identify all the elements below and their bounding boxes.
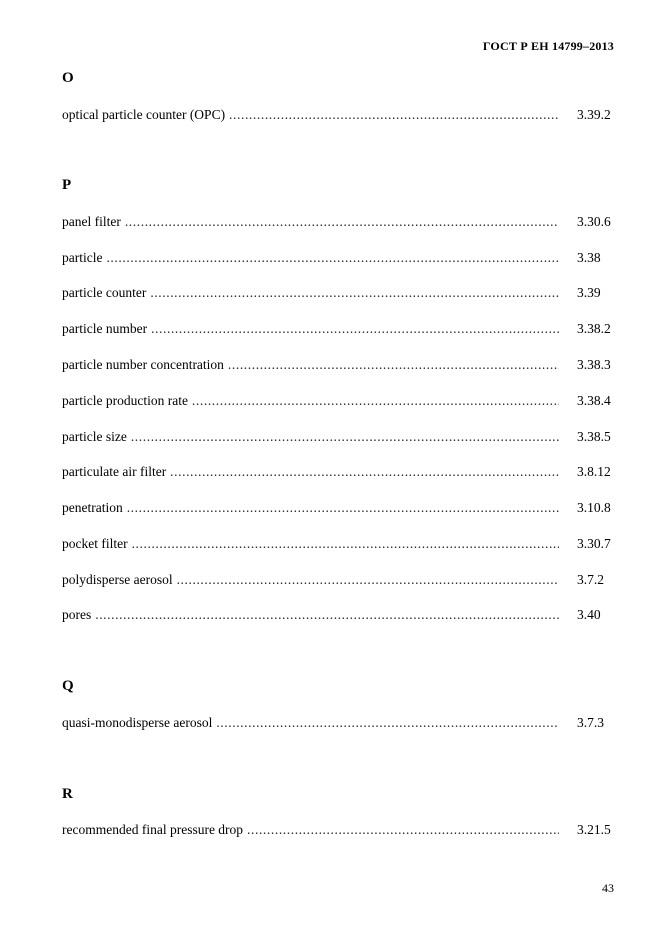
document-standard-header: ГОСТ Р ЕН 14799–2013 — [482, 39, 614, 53]
index-entry — [62, 357, 617, 373]
index-entry — [62, 715, 617, 731]
index-term: panel filter ..... — [62, 214, 559, 230]
index-ref: 3.21.5 — [577, 822, 611, 837]
index-entry — [62, 536, 617, 552]
section-letter-q: Q — [62, 678, 74, 694]
index-ref: 3.38 — [577, 250, 601, 265]
index-term: pores ..... — [62, 607, 559, 623]
index-ref: 3.38.3 — [577, 357, 611, 372]
index-entry — [62, 321, 617, 337]
index-term: penetration ..... — [62, 500, 559, 516]
section-letter-p: P — [62, 177, 72, 193]
index-term: optical particle counter (OPC) ..... — [62, 107, 559, 123]
index-entry — [62, 607, 617, 623]
index-ref: 3.39.2 — [577, 107, 611, 122]
page-number: 43 — [602, 881, 614, 895]
index-entry — [62, 429, 617, 445]
index-ref: 3.38.2 — [577, 321, 611, 336]
index-ref: 3.39 — [577, 285, 601, 300]
index-entry — [62, 500, 617, 516]
index-entry — [62, 393, 617, 409]
index-ref: 3.40 — [577, 607, 601, 622]
index-entry — [62, 572, 617, 588]
index-term: recommended final pressure drop ..... — [62, 822, 559, 838]
index-term: particle number concentration ..... — [62, 357, 559, 373]
index-term: particle ..... — [62, 250, 559, 266]
index-entry — [62, 464, 617, 480]
index-term: quasi-monodisperse aerosol ..... — [62, 715, 559, 731]
index-entry — [62, 250, 617, 266]
index-entry — [62, 107, 617, 123]
index-ref: 3.10.8 — [577, 500, 611, 515]
index-term: particle counter ..... — [62, 285, 559, 301]
index-term: particle size ..... — [62, 429, 559, 445]
index-ref: 3.8.12 — [577, 464, 611, 479]
index-entry — [62, 214, 617, 230]
index-ref: 3.38.5 — [577, 429, 611, 444]
index-ref: 3.30.6 — [577, 214, 611, 229]
index-ref: 3.7.3 — [577, 715, 604, 730]
index-term: particle number ..... — [62, 321, 559, 337]
index-entry — [62, 285, 617, 301]
section-letter-r: R — [62, 786, 73, 802]
index-term: particle production rate ..... — [62, 393, 559, 409]
index-ref: 3.30.7 — [577, 536, 611, 551]
index-ref: 3.38.4 — [577, 393, 611, 408]
index-entry — [62, 822, 617, 838]
index-term: particulate air filter ..... — [62, 464, 559, 480]
index-ref: 3.7.2 — [577, 572, 604, 587]
index-term: pocket filter ..... — [62, 536, 559, 552]
section-letter-o: O — [62, 70, 74, 86]
index-term: polydisperse aerosol ..... — [62, 572, 559, 588]
